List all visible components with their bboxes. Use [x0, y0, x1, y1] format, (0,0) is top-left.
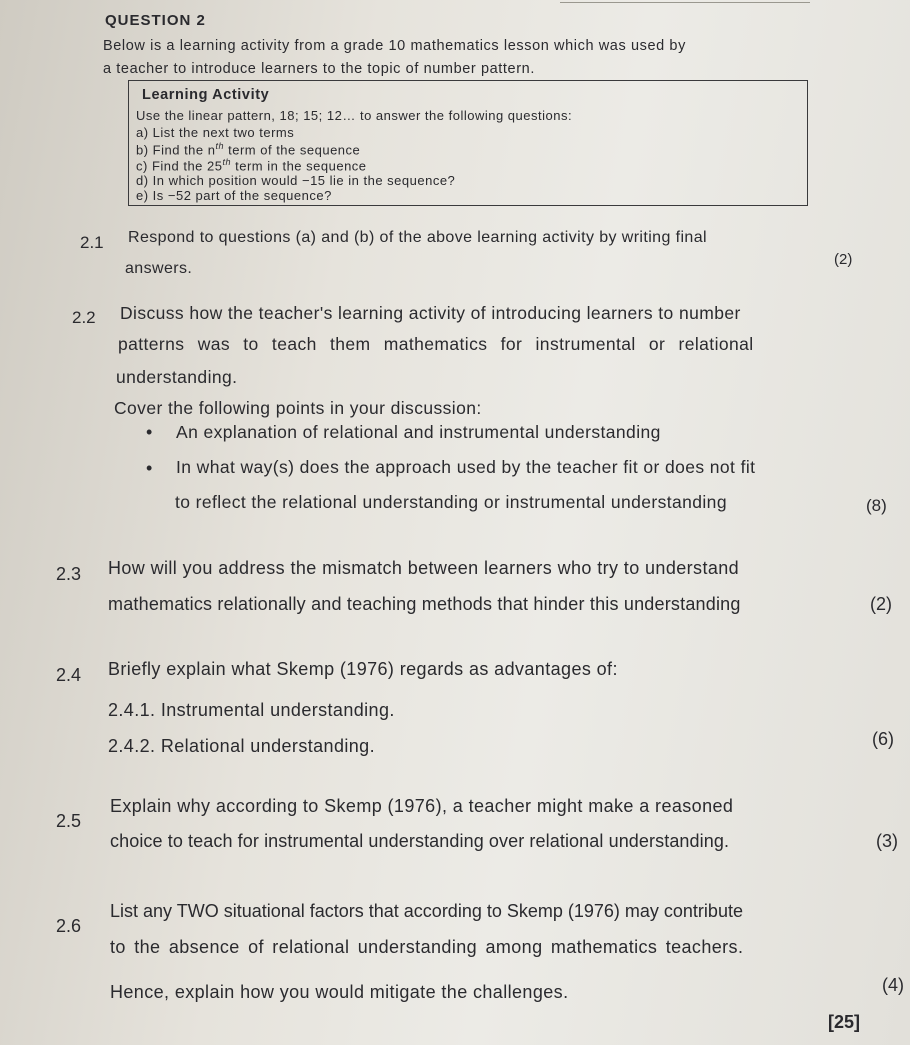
question-number-2-5: 2.5: [56, 811, 82, 831]
question-number-2-2: 2.2: [72, 308, 96, 327]
q2-2-marks: (8): [866, 496, 887, 515]
top-divider: [560, 2, 810, 3]
q2-6-marks: (4): [882, 975, 904, 995]
q2-4-line-1: Briefly explain what Skemp (1976) regards as advantages of:: [108, 659, 618, 679]
q2-2-line-3: understanding.: [116, 367, 238, 387]
activity-item-c: c) Find the 25th term in the sequence: [136, 157, 367, 174]
activity-item-d: d) In which position would −15 lie in the sequence?: [136, 173, 456, 188]
q2-2-line-2: patterns was to teach them mathematics for instrumental or relational: [118, 334, 754, 354]
question-number-2-1: 2.1: [80, 233, 104, 252]
activity-item-e: e) Is −52 part of the sequence?: [136, 188, 332, 203]
bullet-2-line-1: In what way(s) does the approach used by the teacher fit or does not fit: [176, 457, 756, 477]
bullet-1-text: An explanation of relational and instrumental understanding: [176, 422, 661, 442]
q2-4-marks: (6): [872, 729, 894, 749]
q2-4-sub-2: 2.4.2. Relational understanding.: [108, 736, 375, 756]
bullet-2-line-2: to reflect the relational understanding or instrumental understanding: [175, 492, 727, 512]
activity-title: Learning Activity: [142, 87, 270, 103]
q2-3-line-1: How will you address the mismatch between learners who try to understand: [108, 558, 740, 578]
bullet-1-marker: •: [146, 422, 153, 442]
intro-line-1: Below is a learning activity from a grade 10 mathematics lesson which was used by: [103, 38, 686, 54]
q2-3-marks: (2): [870, 594, 892, 614]
q2-5-line-2: choice to teach for instrumental understanding over relational understanding.: [110, 831, 730, 851]
q2-6-line-3: Hence, explain how you would mitigate the challenges.: [110, 982, 569, 1002]
q2-5-marks: (3): [876, 831, 898, 851]
q2-2-cover-points: Cover the following points in your discussion:: [114, 398, 482, 418]
question-number-2-6: 2.6: [56, 916, 82, 936]
q2-4-sub-1: 2.4.1. Instrumental understanding.: [108, 700, 395, 720]
q2-1-marks: (2): [834, 251, 853, 268]
bullet-2-marker: •: [146, 458, 153, 478]
q2-2-line-1: Discuss how the teacher's learning activity of introducing learners to number: [120, 303, 741, 323]
q2-1-line-1: Respond to questions (a) and (b) of the above learning activity by writing final: [128, 229, 707, 246]
q2-5-line-1: Explain why according to Skemp (1976), a teacher might make a reasoned: [110, 796, 734, 816]
q2-6-line-1: List any TWO situational factors that according to Skemp (1976) may contribute: [110, 901, 743, 921]
activity-item-b: b) Find the $n^{th}$ term of the sequence: [136, 141, 361, 158]
question-number-2-4: 2.4: [56, 665, 82, 685]
question-title: QUESTION 2: [105, 12, 206, 29]
q2-6-line-2: to the absence of relational understanding among mathematics teachers.: [110, 937, 744, 957]
total-marks: [25]: [828, 1012, 861, 1032]
intro-line-2: a teacher to introduce learners to the topic of number pattern.: [103, 61, 535, 77]
question-number-2-3: 2.3: [56, 564, 82, 584]
q2-3-line-2: mathematics relationally and teaching methods that hinder this understanding: [108, 594, 741, 614]
activity-prompt: Use the linear pattern, 18; 15; 12… to answer the following questions:: [136, 108, 573, 123]
q2-1-line-2: answers.: [125, 260, 193, 277]
activity-item-a: a) List the next two terms: [136, 125, 295, 140]
